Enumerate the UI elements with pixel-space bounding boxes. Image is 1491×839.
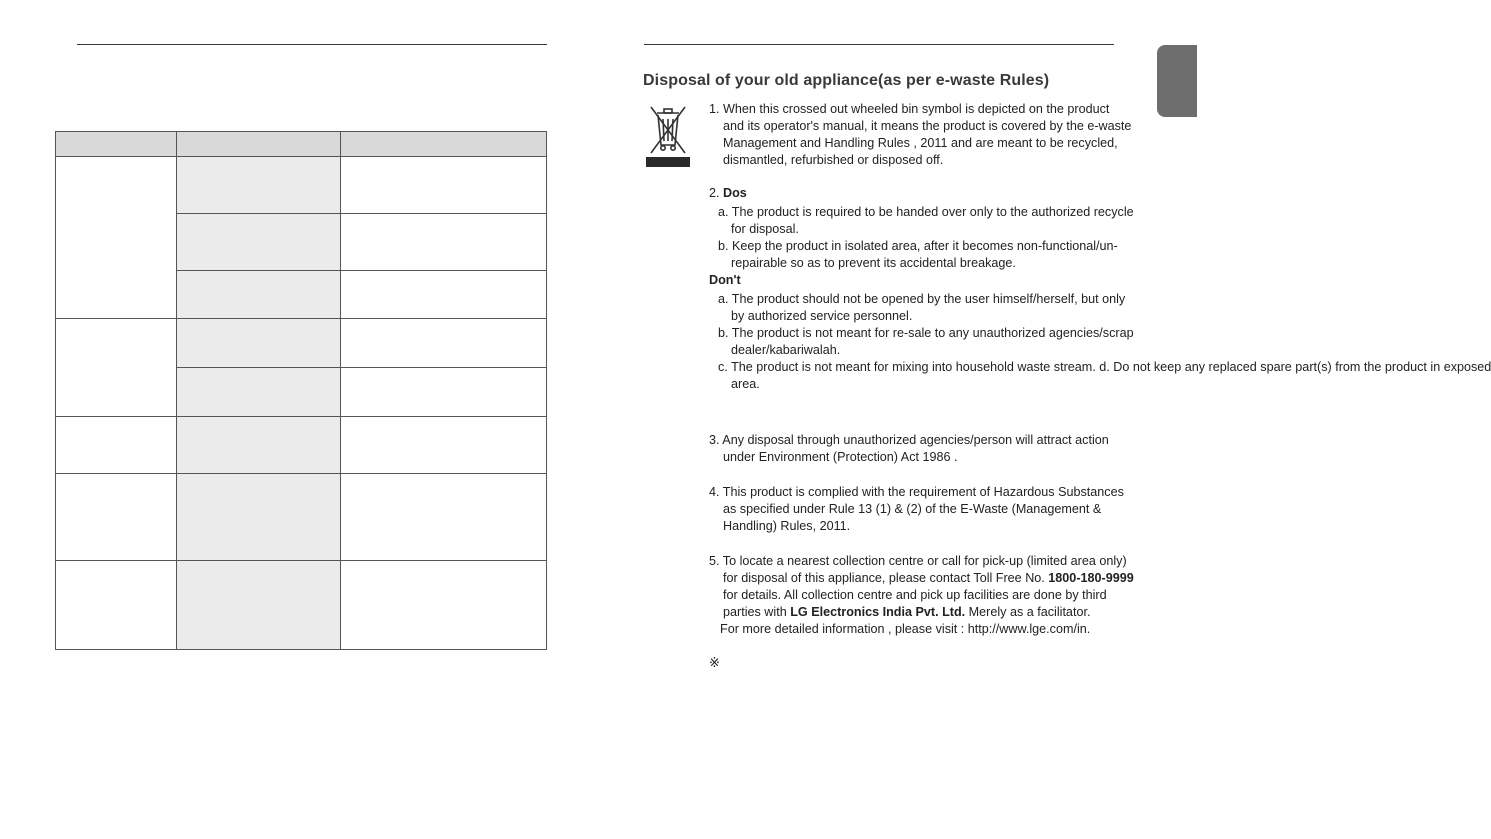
table-header-cell [177,132,341,157]
text-line: dealer/kabariwalah. [731,343,841,357]
header-rule-left [77,44,547,45]
text-line: repairable so as to prevent its accidental breakage. [731,256,1016,270]
text-line: Handling) Rules, 2011. [723,519,851,533]
table-cell [341,417,547,474]
table-row [56,319,547,368]
table-row [56,474,547,561]
table-header-cell [56,132,177,157]
company-name: LG Electronics India Pvt. Ltd. [790,605,966,619]
table-row [56,417,547,474]
table-header-row [56,132,547,157]
text-line: under Environment (Protection) Act 1986 . [723,450,958,464]
donts-heading: Don't [709,273,741,287]
donts-item-b: b. The product is not meant for re-sale to any unauthorized agencies/scrap [718,326,1134,340]
text-line: and its operator's manual, it means the product is covered by the e-waste [723,119,1132,133]
dos-item-b: b. Keep the product in isolated area, after it becomes non-functional/un- [718,239,1118,253]
text-fragment: parties with [723,605,791,619]
table-cell [177,214,341,271]
table-cell [177,474,341,561]
table-cell [177,157,341,214]
text-line: 5. To locate a nearest collection centre or call for pick-up (limited area only) [709,554,1127,568]
specification-table [55,131,547,650]
table-cell [341,319,547,368]
text-line: as specified under Rule 13 (1) & (2) of the E-Waste (Management & [723,502,1102,516]
text-line: area. [731,377,760,391]
table-cell [341,561,547,650]
table-cell-group [56,319,177,417]
disposal-item-5 [709,553,1134,638]
table-cell [177,368,341,417]
table-row [56,157,547,214]
more-info-line: For more detailed information , please visit : http://www.lge.com/in. [720,622,1091,636]
table-cell [177,561,341,650]
table-cell [177,417,341,474]
donts-item-a: a. The product should not be opened by the user himself/herself, but only [718,292,1126,306]
table-row [56,561,547,650]
dos-number: 2. [709,186,724,200]
table-cell [341,271,547,319]
text-fragment: for disposal of this appliance, please contact Toll Free No. [723,571,1049,585]
text-line: for disposal. [731,222,799,236]
side-index-tab [1157,45,1197,117]
disposal-item-4 [709,484,1124,535]
crossed-out-wheeled-bin-icon [645,101,691,169]
table-header-cell [341,132,547,157]
page-title: Disposal of your old appliance(as per e-waste Rules) [643,72,1050,89]
dos-heading: Dos [723,186,747,200]
text-fragment: Merely as a facilitator. [965,605,1091,619]
text-line: 4. This product is complied with the requirement of Hazardous Substances [709,485,1124,499]
table-cell-group [56,157,177,319]
dos-section [709,185,747,202]
table-cell [56,561,177,650]
donts-item-c: c. The product is not meant for mixing into household waste stream. [718,360,1096,374]
table-cell [177,319,341,368]
text-line: by authorized service personnel. [731,309,913,323]
table-cell [177,271,341,319]
table-cell [341,214,547,271]
table-cell [56,474,177,561]
text-line: Management and Handling Rules , 2011 and are meant to be recycled, [723,136,1118,150]
text-line: dismantled, refurbished or disposed off. [723,153,944,167]
table-cell [341,157,547,214]
text-line: 3. Any disposal through unauthorized agencies/person will attract action [709,433,1109,447]
dos-list [718,204,1134,272]
donts-heading-wrap [709,272,741,289]
dos-item-a: a. The product is required to be handed over only to the authorized recycle [718,205,1134,219]
donts-list [718,291,1491,393]
donts-item-d: d. Do not keep any replaced spare part(s) from the product in exposed [1099,360,1491,374]
text-line: for details. All collection centre and pick up facilities are done by third [723,588,1107,602]
disposal-item-3 [709,432,1109,466]
disposal-item-1 [709,101,1131,169]
header-rule-right [644,44,1114,45]
table-cell [56,417,177,474]
text-line: 1. When this crossed out wheeled bin symbol is depicted on the product [709,102,1110,116]
text-line [709,604,1134,621]
reference-mark: ※ [709,655,720,670]
table-cell [341,368,547,417]
toll-free-number: 1800-180-9999 [1048,571,1134,585]
table-cell [341,474,547,561]
text-line [709,570,1134,587]
